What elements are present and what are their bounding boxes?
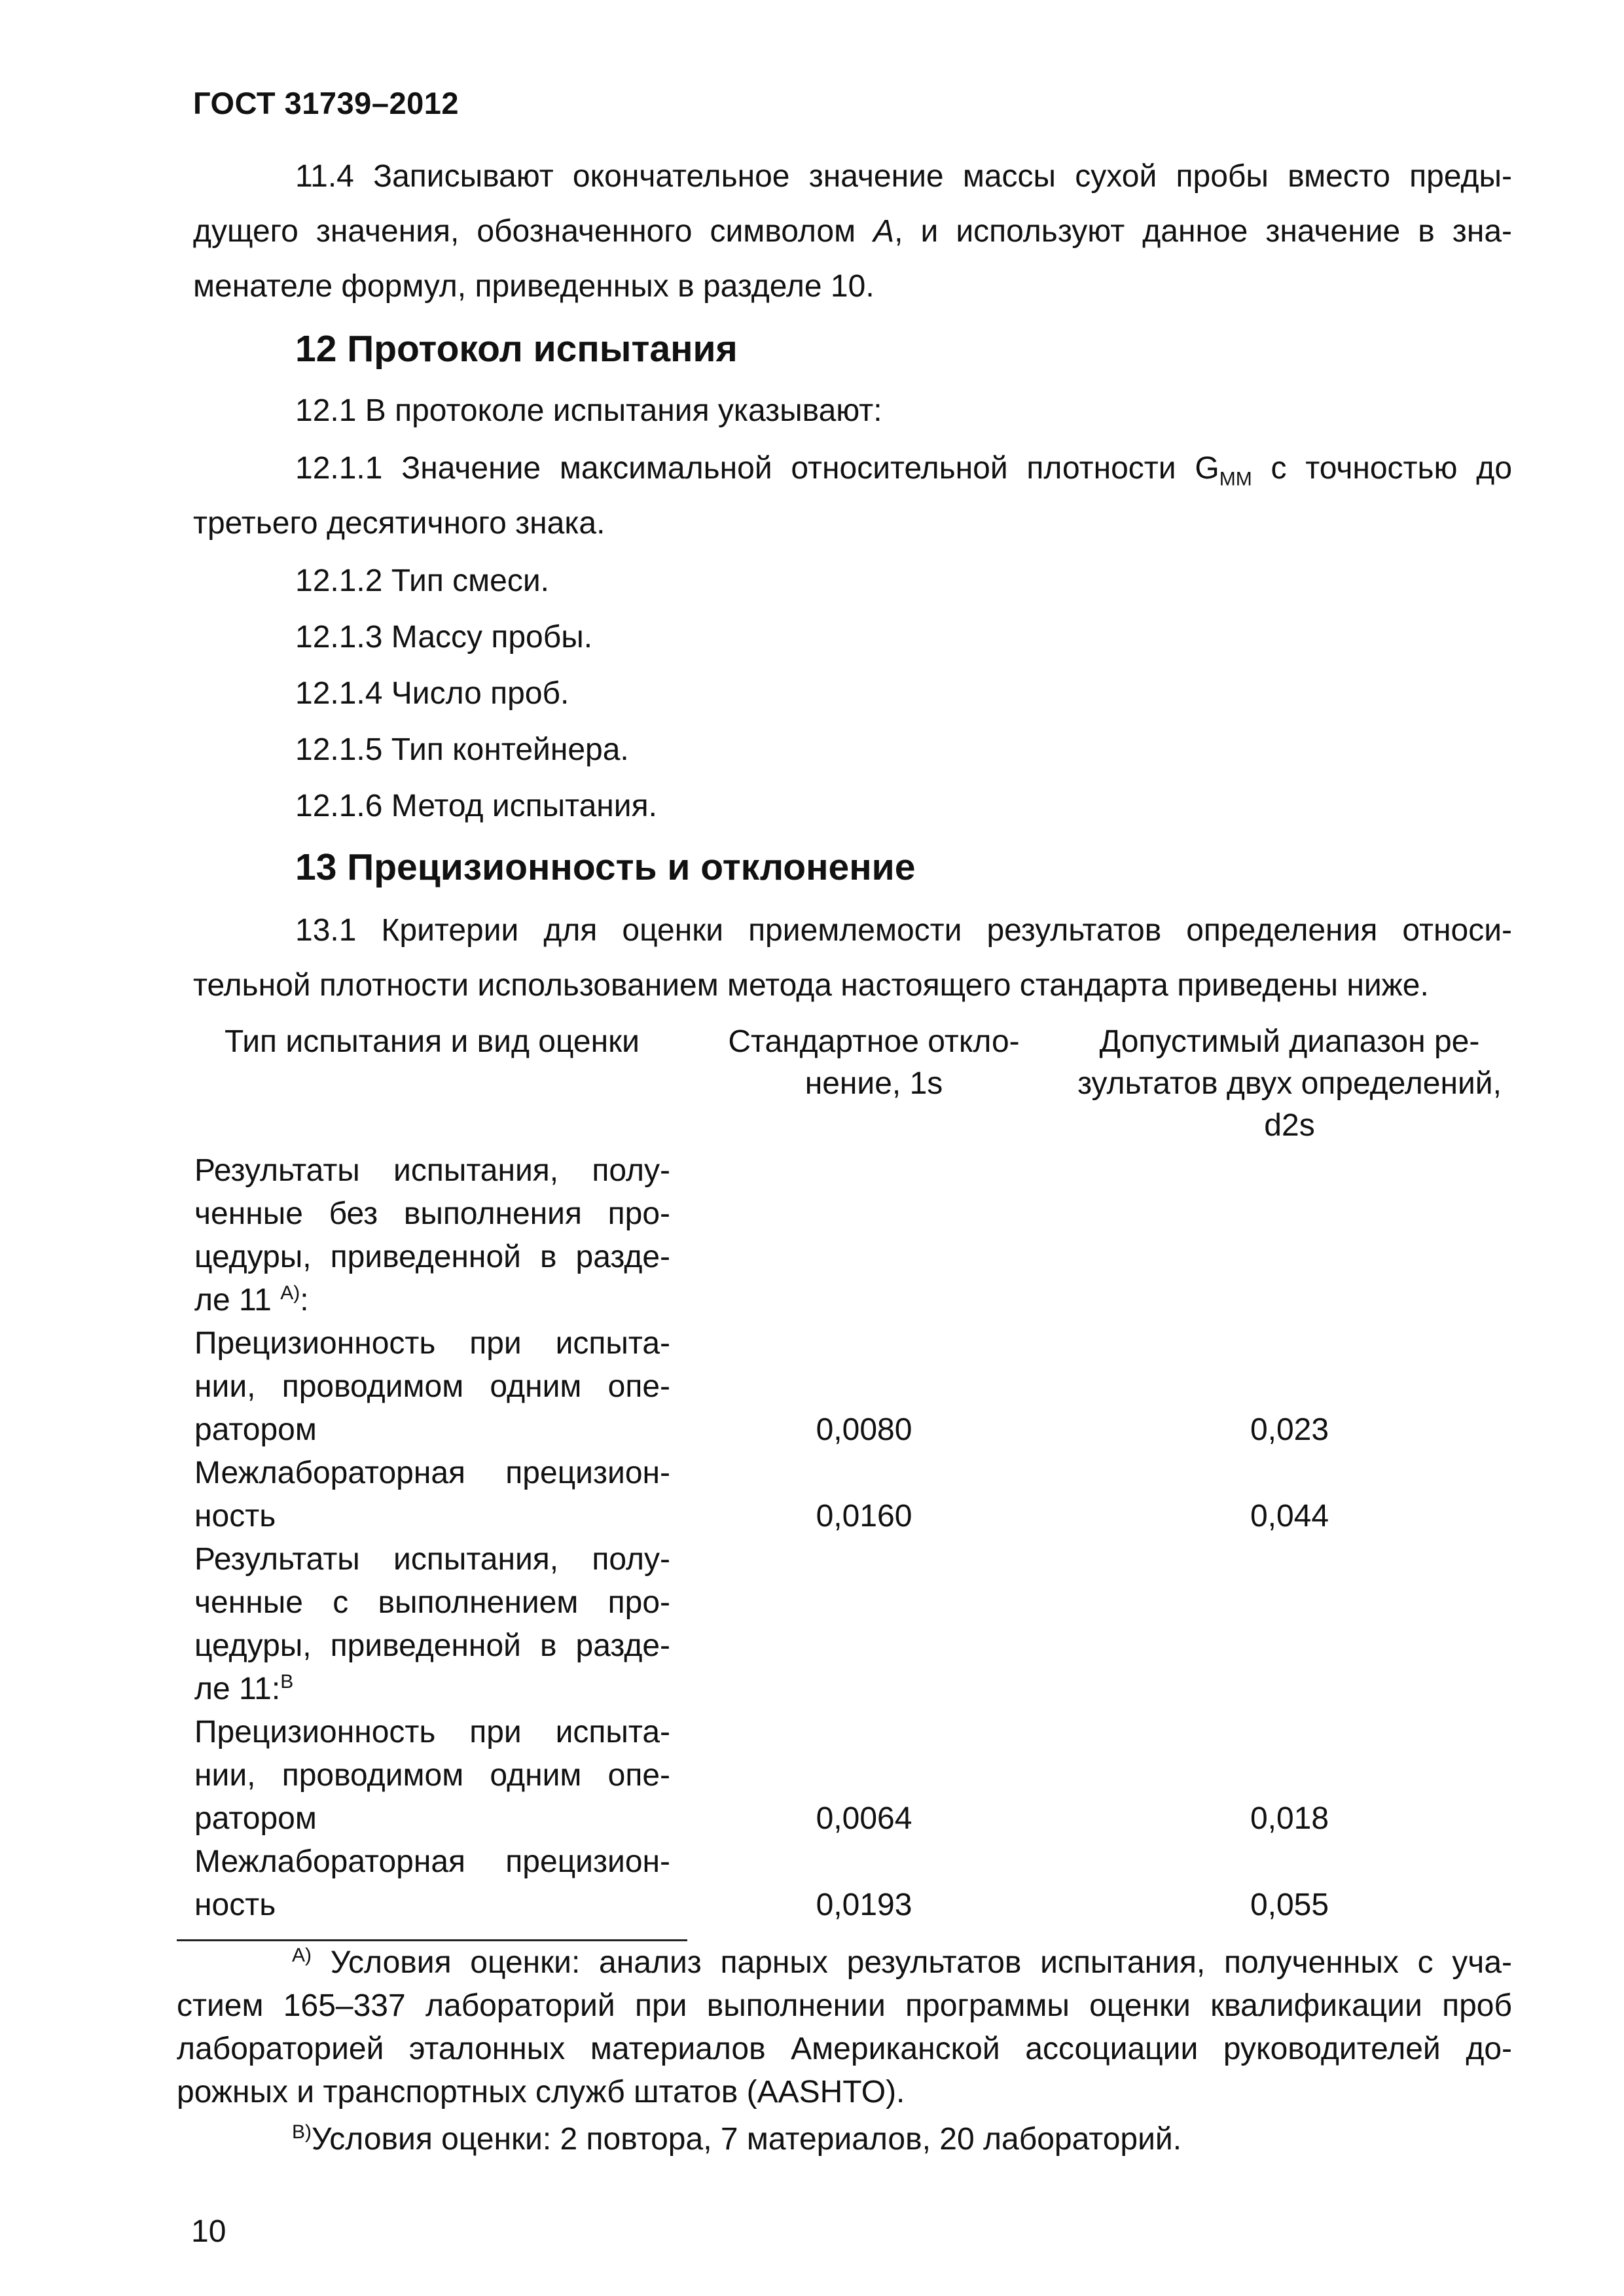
row-intralab-2-line: ратором — [194, 1801, 317, 1836]
p13-1-line1: 13.1 Критерии для оценки приемлемости результатов определения относи- — [295, 913, 1512, 948]
p11-4-line1: 11.4 Записывают окончательное значение массы сухой пробы вместо преды- — [295, 159, 1512, 194]
group1-line: ченные без выполнения про- — [194, 1196, 670, 1231]
footnote-a-text: Условия оценки: анализ парных результатов испытания, полученных с уча- — [312, 1945, 1512, 1980]
value-sd-interlab-2: 0,0193 — [816, 1888, 912, 1922]
standard-header: ГОСТ 31739–2012 — [193, 86, 460, 120]
item-12-1-2: 12.1.2 Тип смеси. — [295, 564, 549, 598]
footnote-b-mark: B) — [292, 2121, 312, 2143]
group2-line: цедуры, приведенной в разде- — [194, 1628, 670, 1663]
item-12-1-5: 12.1.5 Тип контейнера. — [295, 732, 629, 767]
footnote-b — [177, 2118, 1512, 2161]
footnote-a-mark: A) — [292, 1945, 312, 1966]
group2-line: ченные с выполнением про- — [194, 1585, 670, 1620]
row-intralab-2-line: нии, проводимом одним опе- — [194, 1758, 670, 1793]
value-range-interlab-1: 0,044 — [1250, 1499, 1329, 1534]
group2-text: ле 11: — [194, 1672, 281, 1706]
row-interlab-2-line: ность — [194, 1888, 276, 1922]
p12-1-1-line1 — [295, 449, 1512, 488]
footnote-a-line1 — [177, 1941, 1512, 1984]
section-13-title: 13 Прецизионность и отклонение — [295, 846, 916, 888]
page-number: 10 — [191, 2214, 226, 2249]
gmm-subscript: ММ — [1219, 468, 1252, 490]
group1-line-last — [194, 1279, 670, 1322]
p11-4-line2 — [193, 212, 1512, 251]
p12-1-1-text: с точностью до — [1252, 451, 1513, 486]
item-12-1-4: 12.1.4 Число проб. — [295, 676, 569, 711]
row-interlab-1-line: ность — [194, 1499, 276, 1534]
value-range-intralab-1: 0,023 — [1250, 1412, 1329, 1447]
value-range-intralab-2: 0,018 — [1250, 1801, 1329, 1836]
p11-4-line3: менателе формул, приведенных в разделе 10. — [193, 269, 875, 304]
p12-1-1-text: 12.1.1 Значение максимальной относительной плотности G — [295, 451, 1219, 486]
symbol-a: A — [873, 214, 895, 249]
row-intralab-2-line: Прецизионность при испыта- — [194, 1715, 670, 1749]
p12-1-1-line2: третьего десятичного знака. — [193, 506, 605, 541]
row-intralab-1-line: ратором — [194, 1412, 317, 1447]
p11-4-text: , и используют данное значение в зна- — [894, 214, 1513, 249]
row-intralab-1-line: Прецизионность при испыта- — [194, 1326, 670, 1361]
footnote-mark-b: B — [280, 1671, 294, 1693]
footnote-mark-a: A) — [280, 1282, 300, 1304]
footnote-a-line2: стием 165–337 лабораторий при выполнении программы оценки квалификации проб — [177, 1988, 1512, 2023]
p11-4-text: дущего значения, обозначенного символом — [193, 214, 874, 249]
group1-text: ле 11 — [194, 1283, 272, 1318]
group1-line: цедуры, приведенной в разде- — [194, 1240, 670, 1274]
group1-line: Результаты испытания, полу- — [194, 1153, 670, 1188]
col-header-range: Допустимый диапазон ре- зультатов двух определений, d2s — [1077, 1024, 1502, 1143]
value-range-interlab-2: 0,055 — [1250, 1888, 1329, 1922]
p12-1: 12.1 В протоколе испытания указывают: — [295, 393, 882, 428]
row-interlab-1-line: Межлабораторная прецизион- — [194, 1456, 670, 1490]
row-interlab-2-line: Межлабораторная прецизион- — [194, 1844, 670, 1879]
item-12-1-3: 12.1.3 Массу пробы. — [295, 620, 593, 655]
col-header-std-dev: Стандартное откло- нение, 1s — [728, 1024, 1020, 1101]
group1-tail: : — [300, 1283, 309, 1318]
value-sd-interlab-1: 0,0160 — [816, 1499, 912, 1534]
group2-line-last — [194, 1668, 670, 1711]
p13-1-line2: тельной плотности использованием метода настоящего стандарта приведены ниже. — [193, 968, 1429, 1003]
row-intralab-1-line: нии, проводимом одним опе- — [194, 1369, 670, 1404]
section-12-title: 12 Протокол испытания — [295, 328, 738, 370]
col-header-test-type: Тип испытания и вид оценки — [225, 1024, 640, 1059]
footnote-b-text: Условия оценки: 2 повтора, 7 материалов, 20 лабораторий. — [312, 2122, 1182, 2157]
value-sd-intralab-2: 0,0064 — [816, 1801, 912, 1836]
item-12-1-6: 12.1.6 Метод испытания. — [295, 789, 657, 823]
footnote-a-line3: лабораторией эталонных материалов Американской ассоциации руководителей до- — [177, 2032, 1512, 2066]
footnote-a-line4: рожных и транспортных служб штатов (AASHTO). — [177, 2075, 905, 2109]
group2-line: Результаты испытания, полу- — [194, 1542, 670, 1577]
value-sd-intralab-1: 0,0080 — [816, 1412, 912, 1447]
